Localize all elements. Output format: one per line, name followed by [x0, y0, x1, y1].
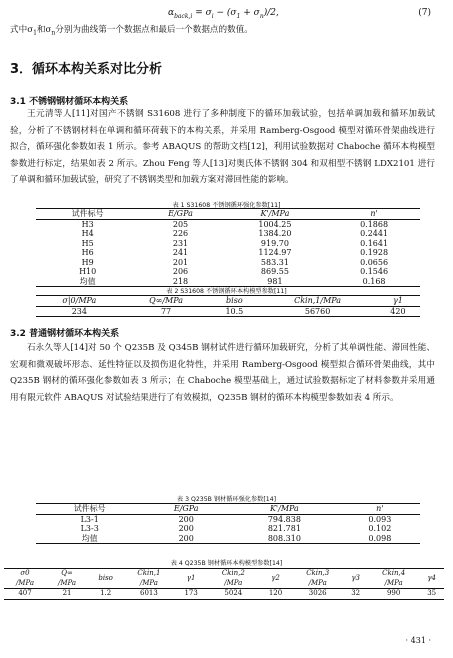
- table-header: biso: [209, 296, 259, 307]
- table-cell: 1384.20: [258, 229, 292, 238]
- table-cell: 173: [175, 589, 208, 600]
- table-cell: 218: [139, 277, 221, 287]
- table-header: γ4: [419, 569, 444, 589]
- section-3-2-heading: 3.2 普通钢材循环本构关系: [10, 329, 120, 339]
- table-cell: 0.1546: [360, 267, 389, 276]
- table-cell: H10: [79, 267, 97, 276]
- table-cell: 0.2441: [360, 229, 389, 238]
- table-cell: 1124.97: [258, 248, 292, 257]
- table-row: [36, 514, 420, 524]
- table-cell: 200: [178, 524, 194, 533]
- table-cell: 205: [172, 219, 189, 229]
- table-3-caption: 表 3 Q235B 钢材循环强化参数[14]: [176, 496, 277, 503]
- table-header: σ|0/MPa: [36, 296, 123, 307]
- table-3: [36, 503, 420, 544]
- table-cell: 919.70: [260, 238, 289, 248]
- table-cell: 200: [143, 534, 229, 544]
- table-header: K'/MPa: [229, 504, 340, 515]
- table-cell: L3-3: [80, 524, 99, 533]
- table-cell: 0.098: [340, 534, 420, 544]
- table-row: [36, 306, 420, 317]
- table-2-caption: 表 2 S31608 不锈钢循环本构模型参数[11]: [166, 288, 287, 295]
- table-cell: 56760: [259, 306, 376, 317]
- table-2: [36, 295, 420, 317]
- table-cell: 206: [172, 267, 189, 276]
- table-header: σ0 /MPa: [4, 569, 46, 589]
- table-row: [36, 267, 420, 277]
- table-header: γ1: [376, 296, 420, 307]
- table-row: [36, 258, 420, 268]
- table-header: 试件标号: [36, 209, 139, 220]
- equation-number: (7): [418, 8, 431, 18]
- table-row: [36, 219, 420, 229]
- table-cell: 3026: [292, 589, 343, 600]
- section-3-heading: 3．循环本构关系对比分析: [10, 62, 163, 77]
- table-row: [36, 277, 420, 287]
- table-row: [36, 239, 420, 249]
- table-cell: 0.093: [368, 514, 392, 524]
- table-cell: 200: [178, 514, 194, 524]
- table-4-caption: 表 4 Q235B 钢材循环本构模型参数[14]: [170, 560, 283, 567]
- table-cell: 201: [172, 257, 189, 267]
- table-header: K'/MPa: [222, 209, 328, 220]
- equation-note: 式中$\sigma_1$和$\sigma_n$分别为曲线第一个数据点和最后一个数据点的数值。: [10, 25, 253, 37]
- table-cell: 1.2: [88, 589, 123, 600]
- table-header: γ1: [175, 569, 208, 589]
- table-cell: H5: [81, 238, 94, 248]
- table-cell: 226: [172, 229, 189, 238]
- table-header: γ2: [259, 569, 292, 589]
- table-header: n': [340, 504, 420, 515]
- table-header: biso: [88, 569, 123, 589]
- table-cell: 241: [172, 248, 189, 257]
- table-header: Ckin,4 /MPa: [368, 569, 419, 589]
- table-row: [36, 229, 420, 239]
- table-header: Ckin,2 /MPa: [208, 569, 259, 589]
- table-cell: 990: [368, 589, 419, 600]
- table-cell: 均值: [36, 277, 139, 287]
- table-cell: 420: [376, 306, 420, 317]
- table-cell: 231: [172, 238, 189, 248]
- table-cell: 0.168: [328, 277, 420, 287]
- table-cell: 10.5: [209, 306, 259, 317]
- table-1: [36, 208, 420, 287]
- table-cell: 32: [343, 589, 368, 600]
- section-3-2-paragraph: 石永久等人[14]对 50 个 Q235B 及 Q345B 钢材试件进行循环加载研究，分析了其单调性能、滞回性能、宏观和微观破坏形态、延性特征以及损伤退化特性，并采用 Ramberg-Osgood 模型拟合循环骨架曲线，其中 Q235B 钢材的循环强化参数如表 3 所示；在 Chaboche 模型基础上，通过试验数据标定了材料参数并采用通用有限元软件 ABAQUS 对试验结果进行了有效模拟，Q235B 钢材的循环本构模型参数如表 4 所示。: [10, 343, 435, 403]
- table-header: n': [328, 209, 420, 220]
- table-cell: H6: [81, 248, 94, 257]
- table-cell: 0.1641: [360, 238, 389, 248]
- table-cell: 0.1928: [360, 248, 389, 257]
- table-cell: 0.102: [368, 524, 392, 533]
- table-header: E/GPa: [143, 504, 229, 515]
- table-1-caption: 表 1 S31608 不锈钢循环强化参数[11]: [172, 202, 281, 209]
- table-cell: 234: [36, 306, 123, 317]
- table-cell: 6013: [123, 589, 174, 600]
- table-row: [4, 589, 444, 600]
- table-row: [36, 524, 420, 534]
- table-cell: H3: [81, 219, 94, 229]
- table-header: 试件标号: [36, 504, 143, 515]
- table-cell: 35: [419, 589, 444, 600]
- table-cell: 77: [123, 306, 210, 317]
- table-header: Q∞/MPa: [123, 296, 210, 307]
- table-cell: 808.310: [229, 534, 340, 544]
- table-header: γ3: [343, 569, 368, 589]
- table-cell: 1004.25: [258, 219, 292, 229]
- table-cell: 120: [259, 589, 292, 600]
- table-row: [36, 248, 420, 258]
- table-header: E/GPa: [139, 209, 221, 220]
- table-cell: 981: [222, 277, 328, 287]
- table-cell: 794.838: [267, 514, 301, 524]
- table-cell: L3-1: [80, 514, 99, 524]
- section-3-1-paragraph: 王元清等人[11]对国产不锈钢 S31608 进行了多种制度下的循环加载试验，包括单调加载和循环加载试验，分析了不锈钢材料在单调和循环荷载下的本构关系，并采用 Ramberg-Osgood 模型对循环骨架曲线进行拟合，循环强化参数如表 1 所示。参考 ABAQUS 的帮助文档[12]，利用试验数据对 Chaboche 循环本构模型参数进行标定，结果如表 2 所示。Zhou Feng 等人[13]对奥氏体不锈钢 304 和双相型不锈钢 LDX2101 进行了单调和循环加载试验，研究了不锈钢类型和加载方案对滞回性能的影响。: [10, 109, 435, 185]
- table-cell: 0.0656: [360, 257, 389, 267]
- table-cell: 583.31: [260, 257, 289, 267]
- table-cell: 0.1868: [360, 219, 389, 229]
- table-cell: 821.781: [267, 524, 301, 533]
- table-header: Ckin,3 /MPa: [292, 569, 343, 589]
- page-number: · 431 ·: [405, 636, 431, 645]
- table-header: Ckin,1 /MPa: [123, 569, 174, 589]
- table-cell: 869.55: [260, 267, 289, 276]
- section-3-1-heading: 3.1 不锈钢钢材循环本构关系: [10, 97, 129, 107]
- table-header: Q∞ /MPa: [46, 569, 88, 589]
- table-row: [36, 534, 420, 544]
- equation-body: $\alpha_{back,i} = \sigma_i - (\sigma_1 + \sigma_n)/2$,: [168, 8, 279, 20]
- table-cell: 21: [46, 589, 88, 600]
- table-cell: 407: [4, 589, 46, 600]
- table-cell: 5024: [208, 589, 259, 600]
- table-4: [4, 568, 444, 600]
- table-cell: H4: [81, 229, 94, 238]
- table-cell: H9: [81, 257, 94, 267]
- table-header: Ckin,1/MPa: [259, 296, 376, 307]
- table-cell: 均值: [36, 534, 143, 544]
